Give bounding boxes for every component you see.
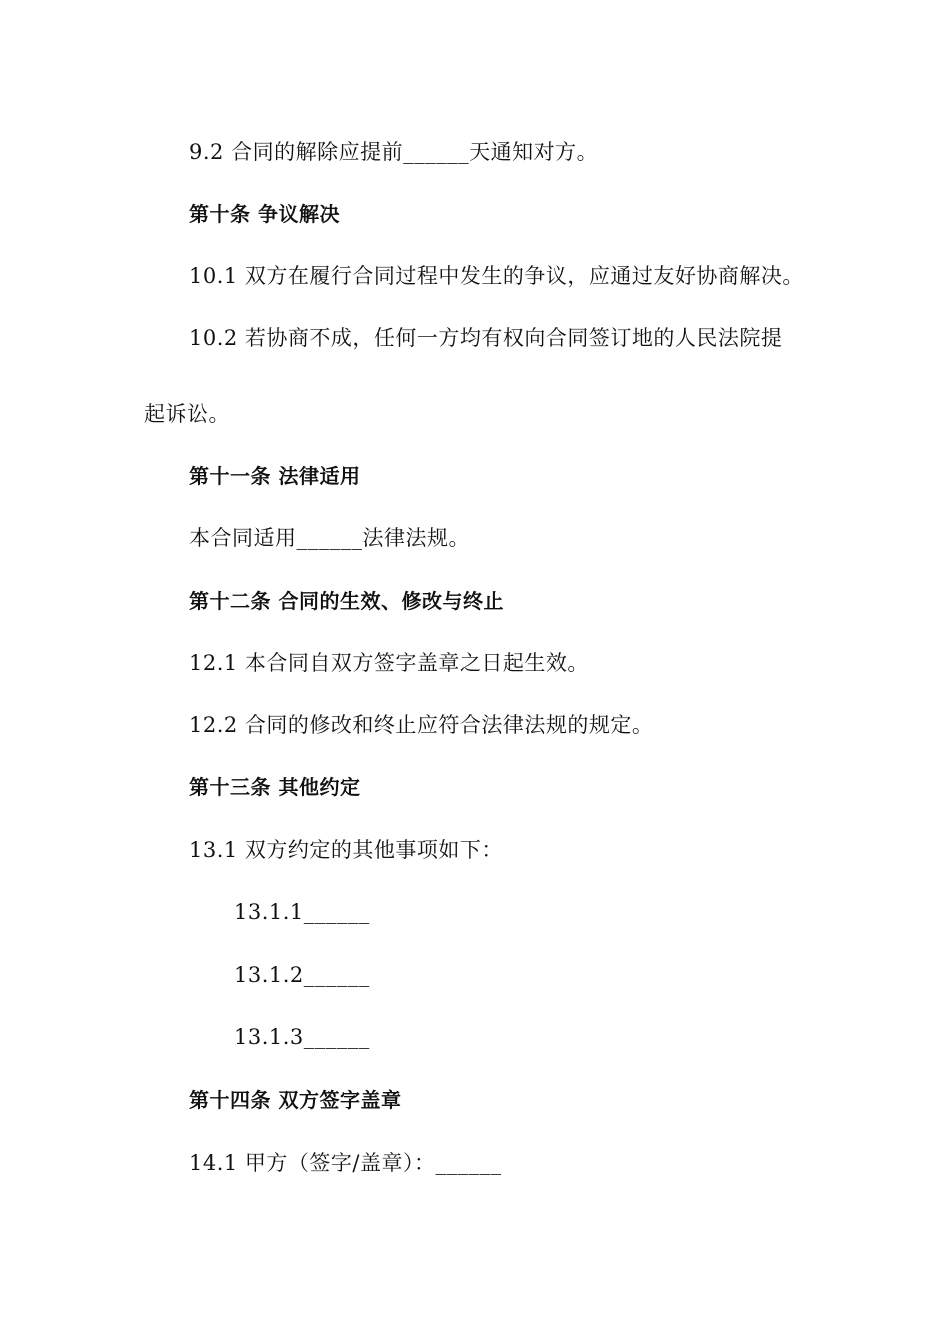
clause-12-1: 12.1 本合同自双方签字盖章之日起生效。 bbox=[189, 651, 589, 675]
clause-10-2: 10.2 若协商不成，任何一方均有权向合同签订地的人民法院提 bbox=[189, 326, 783, 350]
clause-11: 本合同适用______法律法规。 bbox=[189, 526, 470, 550]
clause-13-1-2: 13.1.2______ bbox=[234, 963, 370, 987]
clause-9-2: 9.2 合同的解除应提前______天通知对方。 bbox=[189, 140, 599, 164]
clause-10-1: 10.1 双方在履行合同过程中发生的争议，应通过友好协商解决。 bbox=[189, 264, 804, 288]
article-14-heading: 第十四条 双方签字盖章 bbox=[189, 1088, 402, 1112]
clause-13-1-3: 13.1.3______ bbox=[234, 1025, 370, 1049]
clause-13-1: 13.1 双方约定的其他事项如下： bbox=[189, 838, 503, 862]
article-13-heading: 第十三条 其他约定 bbox=[189, 775, 361, 799]
clause-13-1-1: 13.1.1______ bbox=[234, 900, 370, 924]
clause-12-2: 12.2 合同的修改和终止应符合法律法规的规定。 bbox=[189, 713, 654, 737]
article-11-heading: 第十一条 法律适用 bbox=[189, 464, 361, 488]
article-10-heading: 第十条 争议解决 bbox=[189, 202, 340, 226]
clause-14-1: 14.1 甲方（签字/盖章）：______ bbox=[189, 1151, 502, 1175]
article-12-heading: 第十二条 合同的生效、修改与终止 bbox=[189, 589, 504, 613]
clause-10-2-continued: 起诉讼。 bbox=[144, 402, 230, 426]
